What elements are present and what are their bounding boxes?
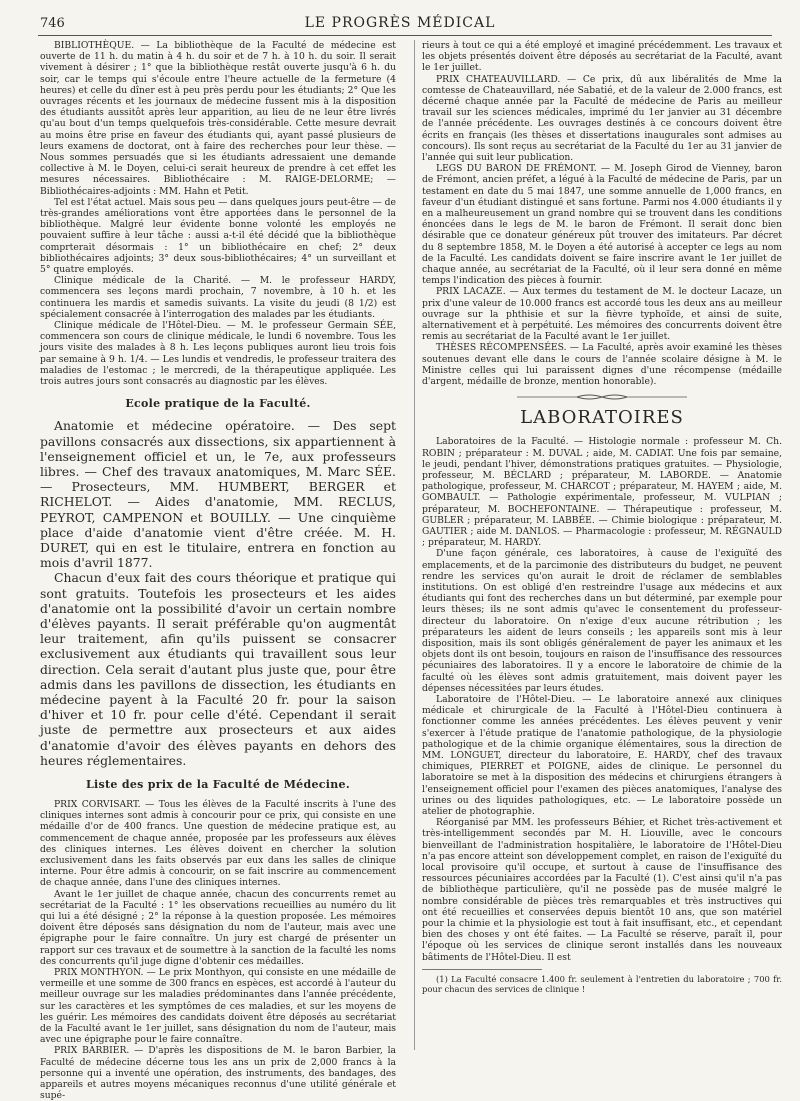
footnote: (1) La Faculté consacre 1.400 fr. seulement à l'entretien du laboratoire ; 700 fr. pour chacun des services de clinique ! <box>422 973 782 995</box>
paragraph-prix-corvisart-rules: Avant le 1er juillet de chaque année, chacun des concurrents remet au secrétariat de la Faculté : 1° les observations recueillies au numéro du lit qui lui a été désigné ; 2° la réponse à la question proposée. Les mémoires doivent être déposés sans désignation du nom de l'auteur, mais avec une épigraphe pour le faire connaître. Un jury est chargé de présenter un rapport sur ces travaux et de soumettre à la sanction de la faculté les noms des concurrents qu'il juge digne d'obtenir ces médailles. <box>40 888 396 967</box>
paragraph-laboratoire-hotel-dieu: Laboratoire de l'Hôtel-Dieu. — Le laboratoire annexé aux cliniques médicale et chirurgicale de la Faculté à l'Hôtel-Dieu continuera à fonctionner comme les années précédentes. Les élèves peuvent y venir s'exercer à l'étude pratique de l'anatomie pathologique, de la physiologie pathologique et de la chimie organique élémentaires, sous la direction de MM. LONGUET, directeur du laboratoire, E. HARDY, chef des travaux chimiques, PIERRET et POIGNE, aides de clinique. Le personnel du laboratoire se met à la disposition des médecins et chirurgiens étrangers à l'enseignement officiel pour l'examen des pièces anatomiques, l'analyse des urines ou des liquides pathologiques, etc. — Le laboratoire possède un atelier de photographie. <box>422 693 782 817</box>
footnote-rule <box>422 969 542 970</box>
paragraph-prix-chateauvillard: PRIX CHATEAUVILLARD. — Ce prix, dû aux libéralités de Mme la comtesse de Chateauvillard, née Sabatié, et de la valeur de 2.000 francs, est décerné chaque année par la Faculté de médecine de Paris au meilleur travail sur les sciences médicales, imprimé du 1er janvier au 31 décembre de l'année précédente. Les ouvrages destinés à ce concours doivent être écrits en français (les thèses et dissertations inaugurales sont admises au concours). Ils sont reçus au secrétariat de la Faculté du 1er au 31 janvier de l'année qui suit leur publication. <box>422 73 782 164</box>
paragraph-anatomie: Anatomie et médecine opératoire. — Des sept pavillons consacrés aux dissections, six appartiennent à l'enseignement officiel et un, le 7e, aux professeurs libres. — Chef des travaux anatomiques, M. Marc SÉE. — Prosecteurs, MM. HUMBERT, BERGER et RICHELOT. — Aides d'anatomie, MM. RECLUS, PEYROT, CAMPENON et BOUILLY. — Une cinquième place d'aide d'anatomie vient d'être créée. M. H. DURET, qui en est le titulaire, entrera en fonction au mois d'avril 1877. <box>40 418 396 571</box>
paragraph-bibliotheque: BIBLIOTHÈQUE. — La bibliothèque de la Faculté de médecine est ouverte de 11 h. du matin à 4 h. du soir et de 7 h. à 10 h. du soir. Il serait vivement à désirer ; 1° que la bibliothèque restât ouverte jusqu'à 6 h. du soir, car le temps qui s'écoule entre l'heure actuelle de la fermeture (4 heures) et celle du dîner est à peu près perdu pour les étudiants; 2° Que les ouvrages récents et les journaux de médecine fussent mis à la disposition des étudiants aussitôt après leur apparition, au lieu de ne leur être livrés qu'au bout d'un temps quelquefois très-considérable. Cette mesure devrait au moins être prise en faveur des étudiants qui, ayant passé plusieurs de leurs examens de doctorat, ont à faire des recherches pour leur thèse. — Nous sommes persuadés que si les étudiants adressaient une demande collective à M. le Doyen, celui-ci serait heureux de prendre à cet effet les mesures nécessaires. Bibliothécaire : M. RAIGE-DELORME; — Bibliothécaires-adjoints : MM. Hahn et Petit. <box>40 40 396 197</box>
paragraph-cours-gratuits: Chacun d'eux fait des cours théorique et pratique qui sont gratuits. Toutefois les prosecteurs et les aides d'anatomie ont la possibilité d'avoir un certain nombre d'élèves payants. Il serait préférable qu'on augmentât leur traitement, afin qu'ils puissent se consacrer exclusivement aux étudiants qui travaillent sous leur direction. Cela serait d'autant plus juste que, pour être admis dans les pavillons de dissection, les étudiants en médecine payent à la Faculté 20 fr. pour la saison d'hiver et 10 fr. pour celle d'été. Cependant il serait juste de permettre aux prosecteurs et aux aides d'anatomie d'avoir des élèves payants en dehors des heures réglementaires. <box>40 570 396 768</box>
page-header <box>0 6 800 40</box>
paragraph-prix-lacaze: PRIX LACAZE. — Aux termes du testament de M. le docteur Lacaze, un prix d'une valeur de 10.000 francs est accordé tous les deux ans au meilleur ouvrage sur la phthisie et sur la fièvre typhoïde, et ainsi de suite, alternativement et à perpétuité. Les mémoires des concurrents doivent être remis au secrétariat de la Faculté avant le 1er juillet. <box>422 286 782 343</box>
column-divider <box>414 40 415 1050</box>
paragraph-clinique-hotel-dieu: Clinique médicale de l'Hôtel-Dieu. — M. le professeur Germain SÉE, commencera son cours de clinique médicale, le lundi 6 novembre. Tous les jours visite des malades à 8 h. Les leçons publiques auront lieu trois fois par semaine à 9 h. 1/4. — Les lundis et vendredis, le professeur traitera des maladies de l'estomac ; le mercredi, de la thérapeutique appliquée. Les trois autres jours sont consacrés au diagnostic par les élèves. <box>40 320 396 388</box>
section-title-laboratoires: LABORATOIRES <box>520 407 684 429</box>
paragraph-barbier-continued: rieurs à tout ce qui a été employé et imaginé précédemment. Les travaux et les objets présentés doivent être déposés au secrétariat de la Faculté, avant le 1er juillet. <box>422 40 782 74</box>
paragraph-bibliotheque-improvements: Tel est l'état actuel. Mais sous peu — dans quelques jours peut-être — de très-grandes améliorations vont être apportées dans le personnel de la bibliothèque. Malgré leur évidente bonne volonté les employés ne pouvaient suffire à leur tâche : aussi a-t-il été décidé que la bibliothèque comprterait désormais : 1° un bibliothécaire en chef; 2° deux bibliothécaires adjoints; 3° deux sous-bibliothécaires; 4° un surveillant et 5° quatre employés. <box>40 196 396 276</box>
paragraph-prix-monthyon: PRIX MONTHYON. — Le prix Monthyon, qui consiste en une médaille de vermeille et une somme de 300 francs en espèces, est accordé à l'auteur du meilleur ouvrage sur les maladies prédominantes dans l'année précédente, sur les caractères et les symptômes de ces maladies, et sur les moyens de les guérir. Les mémoires des candidats doivent être déposés au secrétariat de la Faculté avant le 1er juillet, sans désignation du nom de l'auteur, mais avec une épigraphe pour le faire connaître. <box>40 967 396 1046</box>
section-title-liste-des-prix: Liste des prix de la Faculté de Médecine. <box>86 777 350 791</box>
paragraph-laboratoires-faculte: Laboratoires de la Faculté. — Histologie normale : professeur M. Ch. ROBIN ; préparateur : M. DUVAL ; aide, M. CADIAT. Une fois par semaine, le jeudi, pendant l'hiver, démonstrations pratiques gratuites. — Physiologie, professeur, M. BÉCLARD ; préparateur, M. LABORDE. — Anatomie pathologique, professeur, M. CHARCOT ; préparateur, M. HAYEM ; aide, M. GOMBAULT. — Pathologie expérimentale, professeur, M. VULPIAN ; préparateur, M. BOCHEFONTAINE. — Thérapeutique : professeur, M. GUBLER ; préparateur, M. LABBÉE. — Chimie biologique : préparateur, M. GAUTIER ; aide M. DANLOS. — Pharmacologie : professeur, M. RÉGNAULD ; préparateur, M. HARDY. <box>422 436 782 549</box>
page-number: 746 <box>40 16 65 31</box>
paragraph-legs-fremont: LEGS DU BARON DE FRÉMONT. — M. Joseph Girod de Vienney, baron de Frémont, ancien préfet, a légué à la Faculté de médecine de Paris, par un testament en date du 5 mai 1847, une somme annuelle de 1,000 francs, en faveur d'un étudiant distingué et sans fortune. Parmi nos 4.000 étudiants il y en a malheureusement un grand nombre qui se trouvent dans les conditions énoncées dans le legs de M. le baron de Frémont. Il serait donc bien désirable que ce donateur généreux pût trouver des imitateurs. Par décret du 8 septembre 1858, M. le Doyen a été autorisé à accepter ce legs au nom de la Faculté. Les candidats doivent se faire inscrire avant le 1er juillet de chaque année, au secrétariat de la Faculté, où il leur sera donné en même temps l'indication des pièces à fournir. <box>422 163 782 287</box>
paragraph-theses-recompensees: THÈSES RÉCOMPENSÉES. — La Faculté, après avoir examiné les thèses soutenues devant elle dans le cours de l'année scolaire désigne à M. le Ministre celles qui lui paraissent dignes d'une récompense (médaille d'argent, médaille de bronze, mention honorable). <box>422 342 782 388</box>
right-column <box>422 40 782 995</box>
section-title-ecole-pratique: Ecole pratique de la Faculté. <box>125 397 311 411</box>
header-rule <box>38 35 772 36</box>
ornamental-divider <box>422 393 782 401</box>
left-column <box>40 40 396 1101</box>
paragraph-prix-corvisart: PRIX CORVISART. — Tous les élèves de la Faculté inscrits à l'une des cliniques internes sont admis à concourir pour ce prix, qui consiste en une médaille d'or de 400 francs. Une question de médecine pratique est, au commencement de chaque année, proposée par les professeurs aux élèves des cliniques internes. Les élèves doivent en chercher la solution exclusivement dans les faits observés par eux dans les salles de clinique interne. Pour être admis à concourir, on se fait inscrire au commencement de chaque année, dans l'une des cliniques internes. <box>40 798 396 889</box>
paragraph-clinique-charite: Clinique médicale de la Charité. — M. le professeur HARDY, commencera ses leçons mardi prochain, 7 novembre, à 10 h. et les continuera les mardis et samedis suivants. La visite du jeudi (8 1/2) est spécialement consacrée à l'interrogation des malades par les étudiants. <box>40 275 396 320</box>
journal-title: LE PROGRÈS MÉDICAL <box>304 15 496 31</box>
paragraph-prix-barbier: PRIX BARBIER. — D'après les dispositions de M. le baron Barbier, la Faculté de médecine décerne tous les ans un prix de 2,000 francs à la personne qui a inventé une opération, des instruments, des bandages, des appareils et autres moyens mécaniques reconnus d'une utilité générale et supé- <box>40 1045 396 1101</box>
paragraph-laboratoires-general: D'une façon générale, ces laboratoires, à cause de l'exiguïté des emplacements, et de la parcimonie des distributeurs du budget, ne peuvent rendre les services qu'on aurait le droit de réclamer de semblables institutions. On est obligé d'en restreindre l'usage aux médecins et aux étudiants qui font des recherches dans un but déterminé, par exemple pour leurs thèses; ils ne sont admis qu'avec le consentement du professeur-directeur du laboratoire. On n'exige d'eux aucune rétribution ; les préparateurs les aident de leurs conseils ; les appareils sont mis à leur disposition, mais ils sont obligés généralement de payer les animaux et les objets dont ils ont besoin, toujours en raison de l'insuffisance des ressources pécuniaires des laboratoires. Il y a encore le laboratoire de chimie de la faculté où les élèves sont admis gratuitement, mais doivent payer les dépenses nécessitées par leurs études. <box>422 548 782 694</box>
paragraph-reorganisation: Réorganisé par MM. les professeurs Béhier, et Richet très-activement et très-intelligemment secondés par M. H. Liouville, avec le concours bienveillant de l'administration hospitalière, le laboratoire de l'Hôtel-Dieu n'a pas encore atteint son développement complet, en raison de l'exiguïté du local provisoire qu'il occupe, et surtout à cause de l'insuffisance des ressources pécuniaires accordées par la Faculté (1). C'est ainsi qu'il n'a pas de bibliothèque particulière, qu'il ne possède pas de musée malgré le nombre considérable de pièces très remarquables et très instructives qui ont été recueillies et conservées depuis bientôt 10 ans, que son matériel pour la chimie et la physiologie est tout à fait insuffisant, etc., et cependant bien des choses y ont été faites. — La Faculté se réserve, paraît il, pour l'époque où les services de clinique seront installés dans les nouveaux bâtiments de l'Hôtel-Dieu. Il est <box>422 817 782 963</box>
